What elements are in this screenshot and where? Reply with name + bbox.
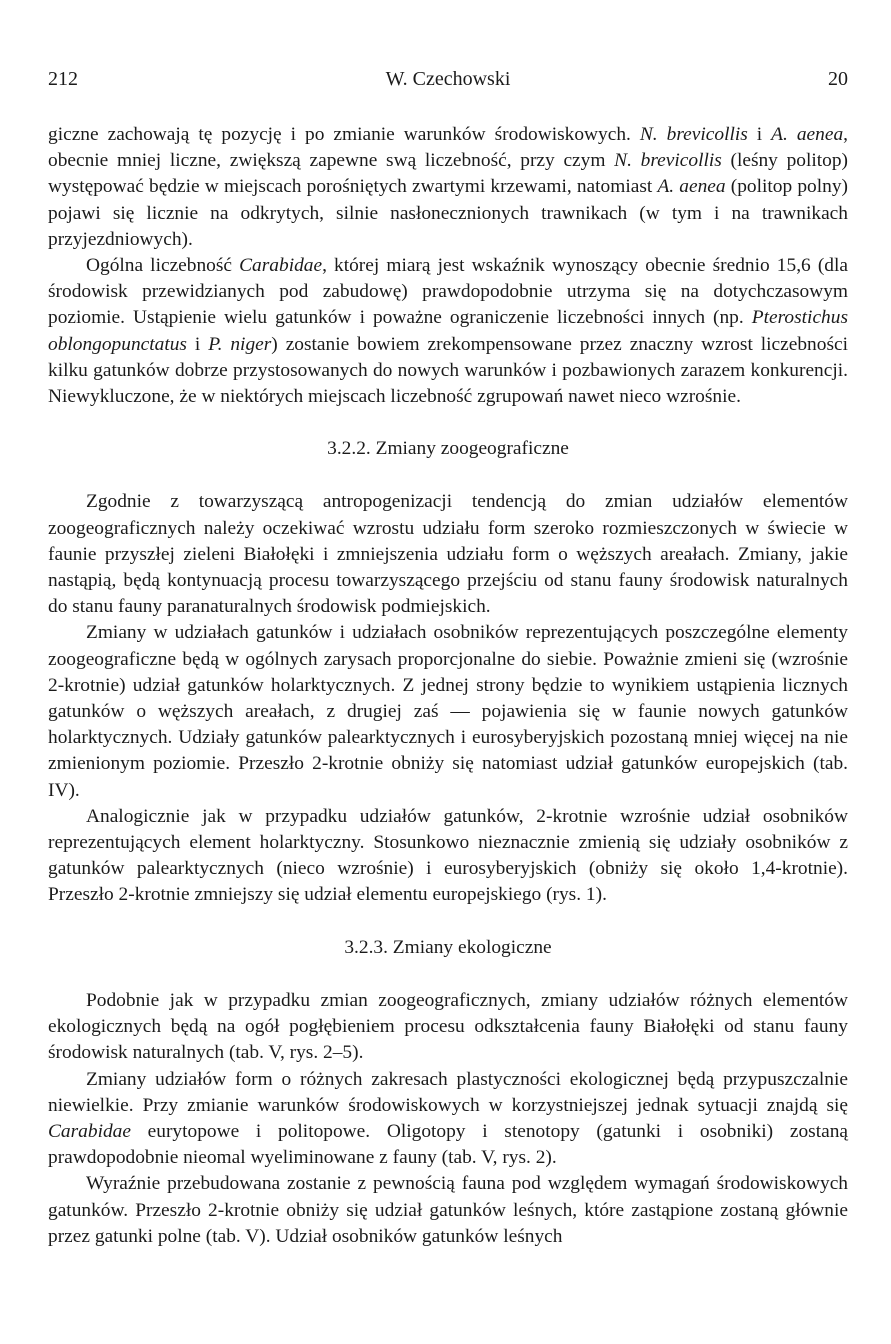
text-run: i <box>186 333 209 355</box>
paragraph <box>48 1067 848 1172</box>
paragraph: Wyraźnie przebudowana zostanie z pewnością fauna pod względem wymagań środowiskowych gatunków. Przeszło 2-krotnie obniży się udział gatunków leśnych, które zastąpione zostaną głównie przez gatunki polne (tab. V). Udział osobników gatunków leśnych <box>48 1173 848 1247</box>
species-name: A. aenea <box>657 176 726 198</box>
text-run: i <box>747 124 772 145</box>
text-run: , obecnie mniej liczne, zwiększą zapewne swą liczebność, przy czym <box>48 124 848 172</box>
paragraph-continued <box>48 122 848 253</box>
page-header <box>48 68 848 98</box>
text-run: , której miarą jest wskaźnik wynoszący obecnie średnio 15,6 (dla środowisk przewidzianych pod zabudowę) prawdopodobnie utrzyma się na dotychczasowym poziomie. Ustąpienie wielu gatunków i poważne ograniczenie liczebności innych (np. <box>48 255 848 329</box>
paragraph: Analogicznie jak w przypadku udziałów gatunków, 2-krotnie wzrośnie udział osobników reprezentujących element holarktyczny. Stosunkowo nieznacznie zmienią się udziały osobników z gatunków palearktycznych (nieco wzrośnie) i eurosyberyjskich (obniży się około 1,4-krotnie). Przeszło 2-krotnie zmniejszy się udział elementu europejskiego (rys. 1). <box>48 805 848 906</box>
running-title: W. Czechowski <box>385 68 511 90</box>
text-run: ) zostanie bowiem zrekompensowane przez znaczny wzrost liczebności kilku gatunków dobrze przystosowanych do nowych warunków i pozbawionych zarazem konkurencji. Niewykluczone, że w niektórych miejscach liczebność zgrupowań nawet nieco wzrośnie. <box>48 333 848 408</box>
text-run: (politop polny) pojawi się licznie na odkrytych, silnie nasłonecznionych trawnikach (w tym i na trawnikach przyjezdniowych). <box>48 176 848 250</box>
paragraph: Zmiany w udziałach gatunków i udziałach osobników reprezentujących poszczególne elementy zoogeograficzne będą w ogólnych zarysach proporcjonalne do siebie. Poważnie zmieni się (wzrośnie 2-krotnie) udział gatunków holarktycznych. Z jednej strony będzie to wynikiem ustąpienia licznych gatunków o węższych areałach, z drugiej zaś — pojawienia się w faunie nowych gatunków holarktycznych. Udziały gatunków palearktycznych i eurosyberyjskich pozostaną mniej więcej na nie zmienionym poziomie. Przeszło 2-krotnie obniży się natomiast udział gatunków europejskich (tab. IV). <box>48 622 848 801</box>
paragraph: Podobnie jak w przypadku zmian zoogeograficznych, zmiany udziałów różnych elementów ekologicznych będą na ogół pogłębieniem procesu odkształcenia fauny Białołęki od stanu fauny środowisk naturalnych (tab. V, rys. 2–5). <box>48 989 848 1064</box>
taxon-name: Carabidae <box>239 255 323 277</box>
text-run: Zmiany udziałów form o różnych zakresach plastyczności ekologicznej będą przypuszczalnie niewielkie. Przy zmianie warunków środowiskowych w korzystniejszej jednak sytuacji znajdą się <box>48 1068 848 1116</box>
text-run: Ogólna liczebność <box>86 255 240 277</box>
paragraph <box>48 253 848 410</box>
section-heading: 3.2.2. Zmiany zoogeograficzne <box>327 438 569 460</box>
taxon-name: Carabidae <box>48 1120 131 1142</box>
text-run: giczne zachowają tę pozycję i po zmianie warunków środowiskowych. <box>48 124 640 145</box>
species-name: N. brevicollis <box>614 150 722 172</box>
text-run: eurytopowe i politopowe. Oligotopy i stenotopy (gatunki i osobniki) zostaną prawdopodobnie nieomal wyeliminowane z fauny (tab. V, rys. 2). <box>48 1120 848 1169</box>
page-number-right: 20 <box>828 68 848 90</box>
section-heading: 3.2.3. Zmiany ekologiczne <box>344 936 552 958</box>
species-name: Pterostichus oblongopunctatus <box>48 307 848 355</box>
text-run: (leśny politop) występować będzie w miejscach porośniętych zwartymi krzewami, natomiast <box>48 150 848 198</box>
species-name: N. brevicollis <box>639 124 748 145</box>
paragraph: Zgodnie z towarzyszącą antropogenizacji tendencją do zmian udziałów elementów zoogeograficznych należy oczekiwać wzrostu udziału form szeroko rozmieszczonych w świecie w faunie przyszłej zieleni Białołęki i zmniejszenia udziału form o węższych areałach. Zmiany, jakie nastąpią, będą kontynuacją procesu towarzyszącego przejściu od stanu fauny środowisk naturalnych do stanu fauny paranaturalnych środowisk podmiejskich. <box>48 491 848 618</box>
species-name: A. aenea <box>771 124 844 145</box>
species-name: P. niger <box>208 333 272 355</box>
page-number-left: 212 <box>48 68 78 90</box>
body-text <box>48 122 848 1250</box>
